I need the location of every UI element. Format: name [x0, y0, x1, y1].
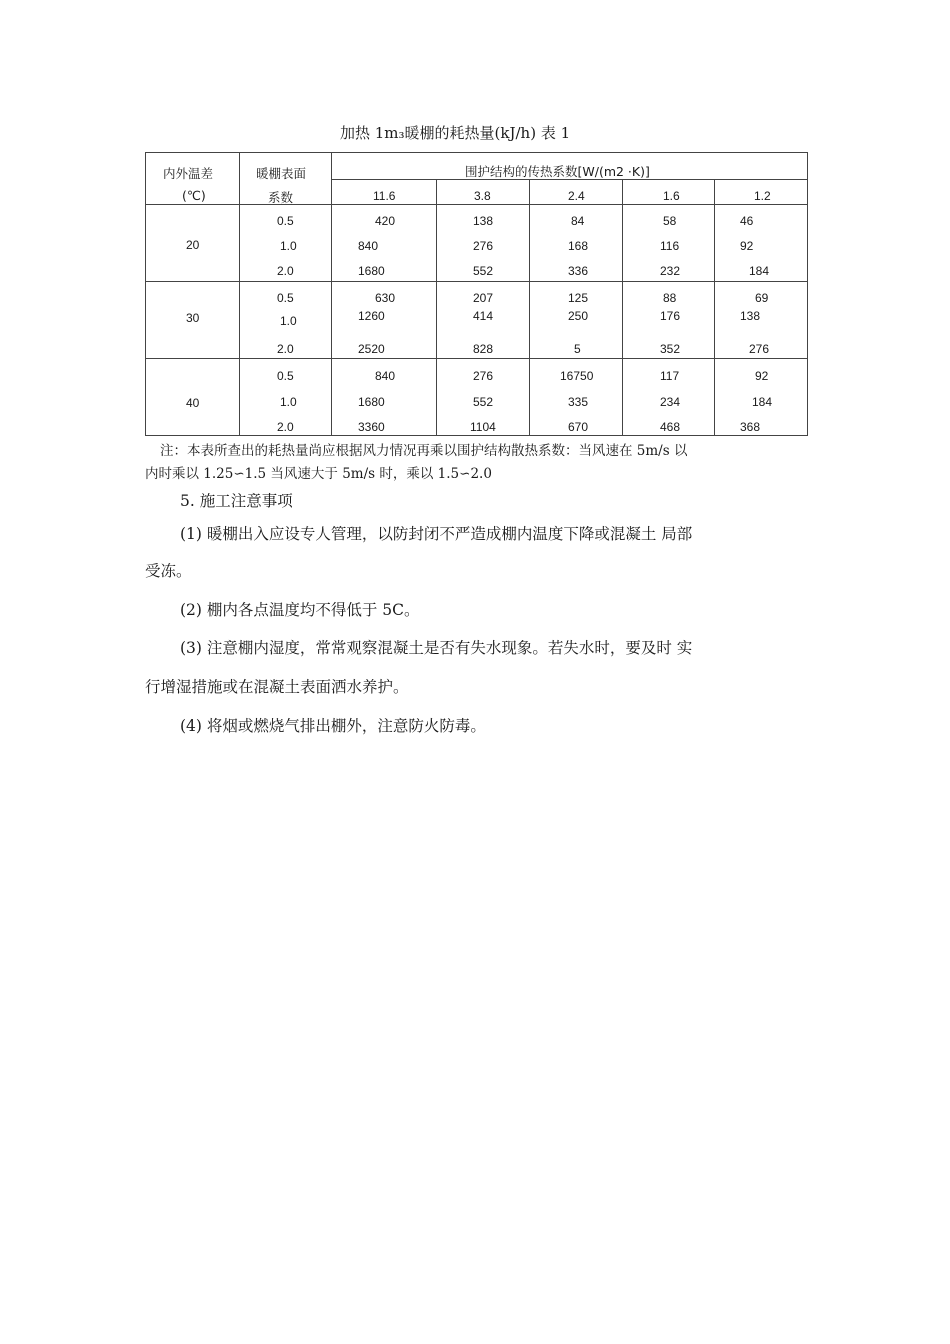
value: 92 [755, 369, 769, 383]
value-cell [437, 359, 530, 436]
value: 16750 [560, 369, 594, 383]
value: 1104 [470, 420, 496, 434]
header-transfer-group [332, 153, 808, 180]
value: 125 [568, 291, 589, 305]
value: 69 [755, 291, 769, 305]
surface-value: 2.0 [277, 264, 294, 278]
header-temp-diff-unit: (℃) [182, 188, 206, 203]
value: 468 [660, 420, 681, 434]
value: 336 [568, 264, 589, 278]
value: 5 [574, 342, 581, 356]
surface-value: 1.0 [280, 239, 297, 253]
value: 138 [740, 309, 761, 323]
value-cell [530, 282, 623, 359]
table-row-group-30 [146, 282, 808, 359]
value: 828 [473, 342, 494, 356]
value: 335 [568, 395, 589, 409]
value: 1680 [358, 264, 385, 278]
list-item-3-line1: (3) 注意棚内湿度，常常观察混凝土是否有失水现象。若失水时，要及时 实 [180, 639, 693, 657]
surface-cell [240, 282, 332, 359]
surface-value: 0.5 [277, 214, 294, 228]
temp-diff-value: 20 [186, 238, 200, 252]
value: 1680 [358, 395, 385, 409]
value: 840 [375, 369, 396, 383]
value: 184 [752, 395, 773, 409]
list-item-4: (4) 将烟或燃烧气排出棚外，注意防火防毒。 [180, 717, 486, 735]
value: 630 [375, 291, 396, 305]
value-cell [715, 205, 808, 282]
value: 232 [660, 264, 681, 278]
value: 420 [375, 214, 396, 228]
coef-value: 11.6 [373, 189, 396, 203]
coef-value: 2.4 [568, 189, 585, 203]
list-item-2: (2) 棚内各点温度均不得低于 5C。 [180, 601, 420, 619]
value: 2520 [358, 342, 385, 356]
value: 46 [740, 214, 754, 228]
table-caption: 加热 1m₃暖棚的耗热量(kJ/h) 表 1 [340, 124, 571, 142]
value-cell [332, 282, 437, 359]
surface-value: 0.5 [277, 369, 294, 383]
header-surface-coef-unit: 系数 [268, 190, 294, 205]
list-item-1-line1: (1) 暖棚出入应设专人管理，以防封闭不严造成棚内温度下降或混凝土 局部 [180, 525, 693, 543]
surface-value: 1.0 [280, 314, 297, 328]
coef-cell [332, 180, 437, 205]
value: 168 [568, 239, 589, 253]
value: 1260 [358, 309, 385, 323]
value: 276 [473, 369, 494, 383]
temp-diff-value: 30 [186, 311, 200, 325]
value-cell [715, 282, 808, 359]
coef-cell [437, 180, 530, 205]
header-temp-diff [146, 153, 240, 205]
value: 84 [571, 214, 585, 228]
value: 276 [749, 342, 770, 356]
surface-cell [240, 205, 332, 282]
surface-value: 2.0 [277, 420, 294, 434]
coef-cell [715, 180, 808, 205]
surface-value: 0.5 [277, 291, 294, 305]
temp-diff-cell [146, 359, 240, 436]
value-cell [623, 359, 715, 436]
list-item-1-line2: 受冻。 [145, 562, 192, 580]
value-cell [437, 282, 530, 359]
header-temp-diff-label: 内外温差 [163, 166, 214, 181]
temp-diff-cell [146, 205, 240, 282]
header-transfer-group-label: 围护结构的传热系数[W/(m2 ·K)] [465, 164, 650, 179]
value-cell [530, 205, 623, 282]
surface-value: 1.0 [280, 395, 297, 409]
value: 552 [473, 395, 494, 409]
value: 92 [740, 239, 754, 253]
value: 552 [473, 264, 494, 278]
value-cell [715, 359, 808, 436]
value-cell [530, 359, 623, 436]
surface-cell [240, 359, 332, 436]
temp-diff-value: 40 [186, 396, 200, 410]
table-row-group-40 [146, 359, 808, 436]
value: 250 [568, 309, 589, 323]
table-note-line1: 注：本表所查出的耗热量尚应根据风力情况再乘以围护结构散热系数：当风速在 5m/s 以 [160, 443, 688, 459]
value: 352 [660, 342, 681, 356]
value: 276 [473, 239, 494, 253]
value: 58 [663, 214, 677, 228]
coef-cell [623, 180, 715, 205]
value: 207 [473, 291, 494, 305]
value: 368 [740, 420, 761, 434]
value: 116 [660, 239, 680, 253]
value-cell [623, 282, 715, 359]
heat-consumption-table [145, 152, 808, 436]
value-cell [332, 359, 437, 436]
value: 840 [358, 239, 379, 253]
coef-value: 3.8 [474, 189, 491, 203]
value-cell [332, 205, 437, 282]
value: 88 [663, 291, 677, 305]
coef-value: 1.2 [754, 189, 771, 203]
header-surface-coef-label: 暖棚表面 [256, 166, 307, 181]
value-cell [437, 205, 530, 282]
value: 117 [660, 369, 680, 383]
value: 184 [749, 264, 770, 278]
section-heading: 5. 施工注意事项 [180, 492, 293, 510]
temp-diff-cell [146, 282, 240, 359]
coef-cell [530, 180, 623, 205]
table-row-group-20 [146, 205, 808, 282]
coef-value: 1.6 [663, 189, 680, 203]
value: 176 [660, 309, 681, 323]
value: 3360 [358, 420, 385, 434]
value: 670 [568, 420, 589, 434]
value: 414 [473, 309, 494, 323]
header-surface-coef [240, 153, 332, 205]
value: 234 [660, 395, 681, 409]
table-note-line2: 内时乘以 1.25∽1.5 当风速大于 5m/s 时，乘以 1.5∽2.0 [145, 466, 492, 482]
value: 138 [473, 214, 494, 228]
surface-value: 2.0 [277, 342, 294, 356]
list-item-3-line2: 行增湿措施或在混凝土表面洒水养护。 [145, 678, 409, 696]
value-cell [623, 205, 715, 282]
